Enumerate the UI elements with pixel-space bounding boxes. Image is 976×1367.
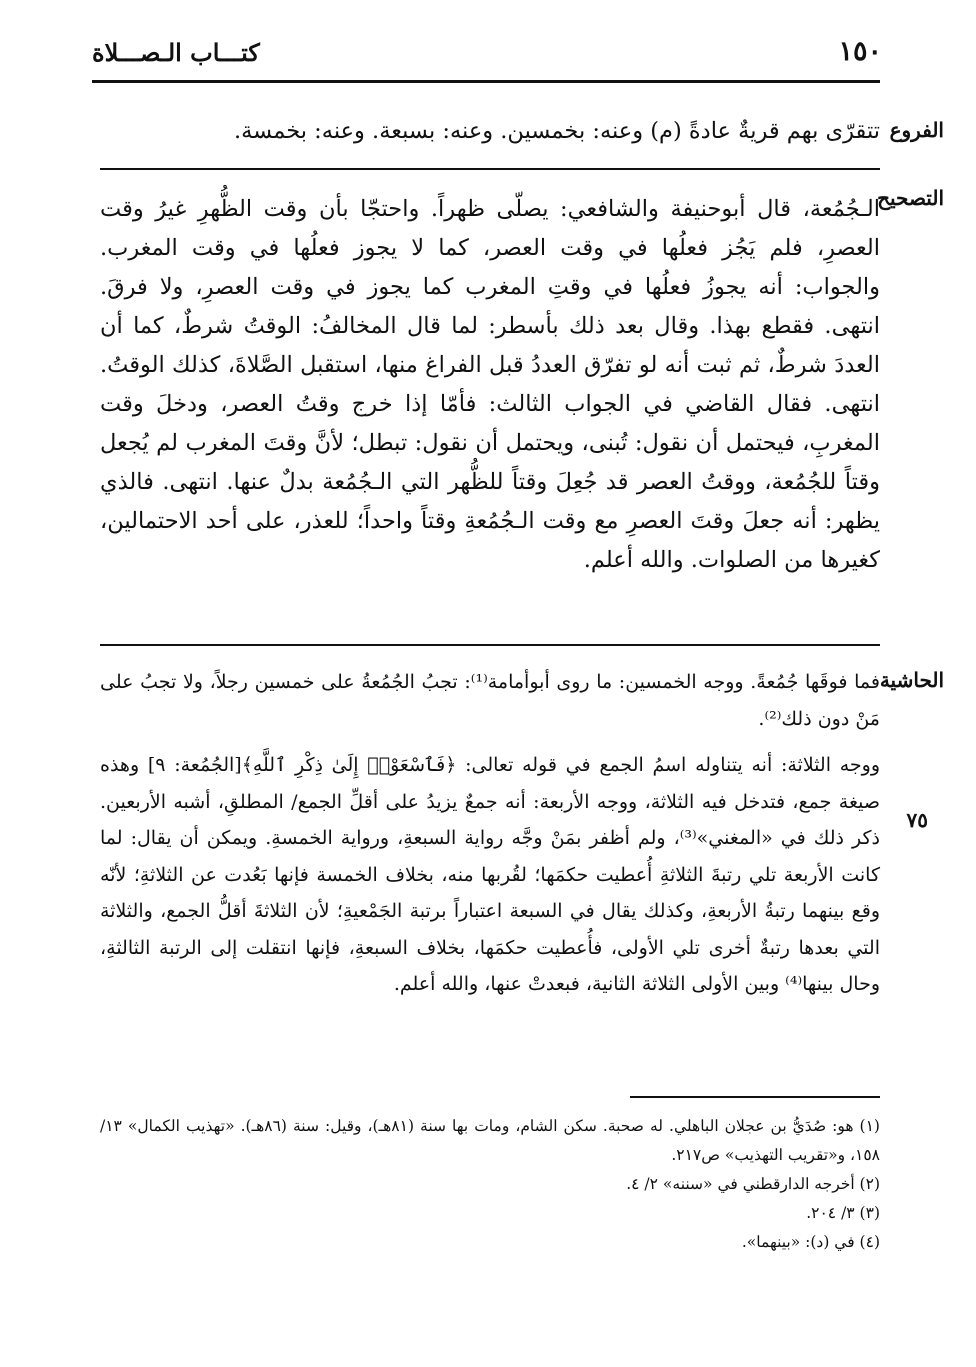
tashih-text: الـجُمُعة، قال أبوحنيفة والشافعي: يصلّى ظهراً. واحتجّا بأن وقت الظُّهرِ غيرُ وقت العصرِ، فلم يَجُز فعلُها في وقت العصر، كما لا يجوز فعلُها في وقت المغرب. والجواب: أنه يجوزُ فعلُها في وقتِ المغرب كما يجوز في وقت العصرِ، ولا فرقَ. انتهى. فقطع بهذا. وقال بعد ذلك بأسطر: لما قال المخالفُ: الوقتُ شرطٌ، كما أن العددَ شرطٌ، ثم ثبت أنه لو تفرّق العددُ قبل الفراغ منها، استقبل الصَّلاةَ، كذلك الوقتُ. انتهى. فقال القاضي في الجواب الثالث: فأمّا إذا خرج وقتُ العصر، ودخلَ وقت المغربِ، فيحتمل أن نقول: تُبنى، ويحتمل أن نقول: تبطل؛ لأنَّ وقتَ المغرب لم يُجعل وقتاً للجُمُعة، ووقتُ العصر قد جُعِلَ وقتاً للظُّهر التي الـجُمُعة بدلٌ عنها. انتهى. فالذي يظهر: أنه جعلَ وقتَ العصرِ مع وقت الـجُمُعةِ وقتاً واحداً؛ للعذر، على أحد الاحتمالين، كغيرها من الصلوات. والله أعلم. xyxy=(100,196,880,573)
furu-text-block xyxy=(100,112,880,151)
footnote-rule xyxy=(630,1096,880,1098)
book-title: كتـــاب الـصـــلاة xyxy=(92,38,260,67)
page-number: ١٥٠ xyxy=(838,36,882,67)
section-label-hashiya: الحاشية xyxy=(879,668,944,692)
tashih-text-block xyxy=(100,190,880,580)
footnote-1: (١) هو: صُدَيُّ بن عجلان الباهلي. له صحبة. سكن الشام، ومات بها سنة (٨١هـ)، وقيل: سنة (٨٦هـ). «تهذيب الكمال» ١٣/ ١٥٨، و«تقريب التهذيب» ص٢١٧. xyxy=(100,1117,880,1164)
margin-folio-number: ٧٥ xyxy=(906,808,928,832)
footnote-2: (٢) أخرجه الدارقطني في «سننه» ٢/ ٤. xyxy=(626,1175,880,1193)
section-label-tashih: التصحيح xyxy=(877,186,944,210)
furu-rule xyxy=(100,168,880,170)
header-rule xyxy=(92,80,880,83)
section-label-furu: الفروع xyxy=(889,118,944,142)
running-header xyxy=(92,34,882,74)
furu-text: تتقرّى بهم قريةٌ عادةً (م) وعنه: بخمسين. وعنه: بسبعة. وعنه: بخمسة. xyxy=(233,118,880,144)
footnote-3: (٣) ٣/ ٢٠٤. xyxy=(806,1204,880,1222)
footnotes xyxy=(100,1112,880,1257)
hashiya-paragraph-2: ووجه الثلاثة: أنه يتناوله اسمُ الجمع في قوله تعالى: ﴿فَٱسْعَوْا۟ إِلَىٰ ذِكْرِ ٱللَّهِ﴾[الجُمُعة: ٩] وهذه صيغة جمع، فتدخل فيه الثلاثة، ووجه الأربعة: أنه جمعٌ يزيدُ على أقلِّ الجمع/ المطلقِ، أشبه الأربعين. ذكر ذلك في «المغني»⁽³⁾، ولم أظفر بمَنْ وجَّه رواية السبعةِ، ورواية الخمسةِ. ويمكن أن يقال: لما كانت الأربعة تلي رتبةَ الثلاثةِ أُعطيت حكمَها؛ لقُربها منه، بخلاف الخمسة فإنها بَعُدت عن الثلاثةِ؛ لأنّه وقع بينهما رتبةُ الأربعةِ، وكذلك يقال في السبعة اعتباراً برتبة الجَمْعيةِ؛ لأن الثلاثةَ أقلُّ الجمع، والثلاثة التي بعدها رتبةٌ أخرى تلي الأولى، فأُعطيت حكمَها، بخلاف السبعةِ، فإنها انتقلت إلى الرتبة الثالثةِ، وحال بينها⁽⁴⁾ وبين الأولى الثلاثة الثانية، فبعدتْ عنها، والله أعلم. xyxy=(100,754,880,995)
footnote-4: (٤) في (د): «بينهما». xyxy=(741,1233,880,1251)
tashih-rule xyxy=(100,644,880,646)
hashiya-text-block xyxy=(100,664,880,1003)
hashiya-paragraph-1: فما فوقَها جُمُعةً. ووجه الخمسين: ما روى أبوأمامة⁽¹⁾: تجبُ الجُمُعةُ على خمسين رجلاً، ولا تجبُ على مَنْ دون ذلك⁽²⁾. xyxy=(100,671,880,730)
